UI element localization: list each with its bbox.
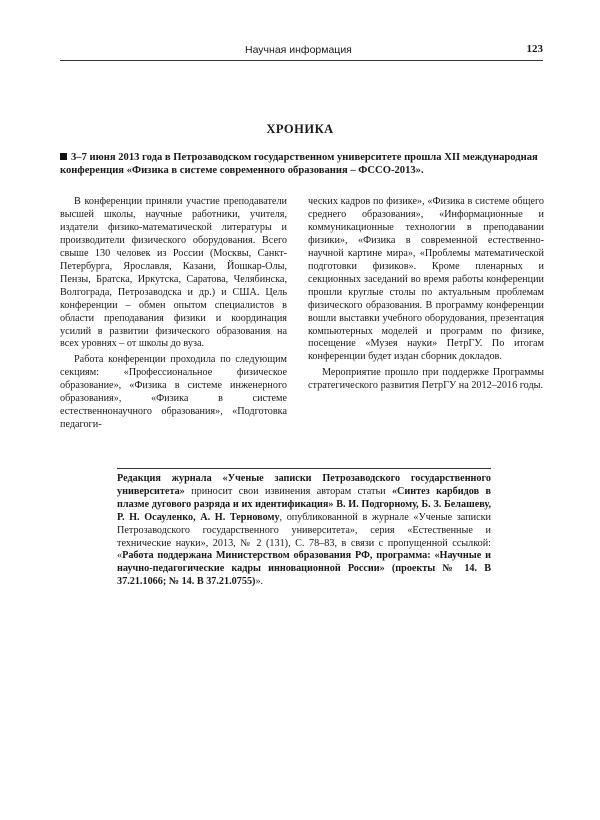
page-number: 123: [526, 43, 543, 55]
lead-text: 3–7 июня 2013 года в Петрозаводском государственном университете прошла XII международная конференция «Физика в системе современного образования – ФССО-2013».: [60, 152, 538, 176]
editorial-notice: [117, 473, 491, 589]
notice-text: ».: [255, 576, 264, 588]
divider: [117, 468, 491, 469]
notice-text: , опубликованной в журнале «Ученые записки Петрозаводского государственного университета», серия «Естественные и технические науки», 2013, № 2 (131), С. 78–83, в связи с пропущенной ссылкой: «: [117, 511, 492, 562]
paragraph: Мероприятие прошло при поддержке Программы стратегического развития ПетрГУ на 2012–2016 годы.: [308, 367, 544, 392]
section-title: ХРОНИКА: [266, 122, 334, 136]
lead-paragraph: [60, 151, 543, 177]
header-section-title: Научная информация: [245, 44, 352, 56]
notice-bold-text: Редакция журнала «Ученые записки Петрозаводского государственного университета»: [117, 473, 491, 497]
paragraph: ческих кадров по физике», «Физика в системе общего среднего образования», «Информационные и коммуникационные технологии в преподавании физики», «Физика в современной естественно-научной картине мира», «Проблемы математической подготовки физиков». Кроме пленарных и секционных заседаний во время работы конференции прошли круглые столы по актуальным проблемам физического образования. В программу конференции вошли выставки учебного оборудования, презентация компьютерных моделей и программ по физике, посещение «Музея науки» ПетрГУ. По итогам конференции будет издан сборник докладов.: [308, 196, 544, 363]
notice-bold-text: «Синтез карбидов в плазме дугового разряда и их идентификация» В. И. Подгорному, Б. З. Белашеву, Р. Н. Осауленко, А. Н. Терновому: [117, 485, 491, 523]
left-column: [60, 196, 287, 432]
right-column: [308, 196, 544, 393]
paragraph: Работа конференции проходила по следующим секциям: «Профессиональное физическое образование», «Физика в системе инженерного образования», «Физика в системе естественнонаучного образования», «Подготовка педагоги-: [60, 354, 287, 431]
running-header: [60, 38, 543, 61]
bullet-square-icon: [60, 153, 67, 160]
notice-text: приносит свои извинения авторам статьи: [184, 485, 392, 497]
notice-bold-text: Работа поддержана Министерством образования РФ, программа: «Научные и научно-педагогические кадры инновационной России» (проекты № 14. В 37.21.1066; № 14. В 37.21.0755): [117, 550, 491, 588]
paragraph: В конференции приняли участие преподаватели высшей школы, научные работники, учителя, издатели физико-математической литературы и производители физического оборудования. Всего свыше 130 человек из России (Москвы, Санкт-Петербурга, Ярославля, Казани, Йошкар-Олы, Пензы, Братска, Иркутска, Саратова, Челябинска, Волгограда, Петрозаводска и др.) и США. Цель конференции – обмен опытом специалистов в области преподавания физики и координация усилий в развитии физического образования на всех уровнях – от школы до вуза.: [60, 196, 287, 350]
